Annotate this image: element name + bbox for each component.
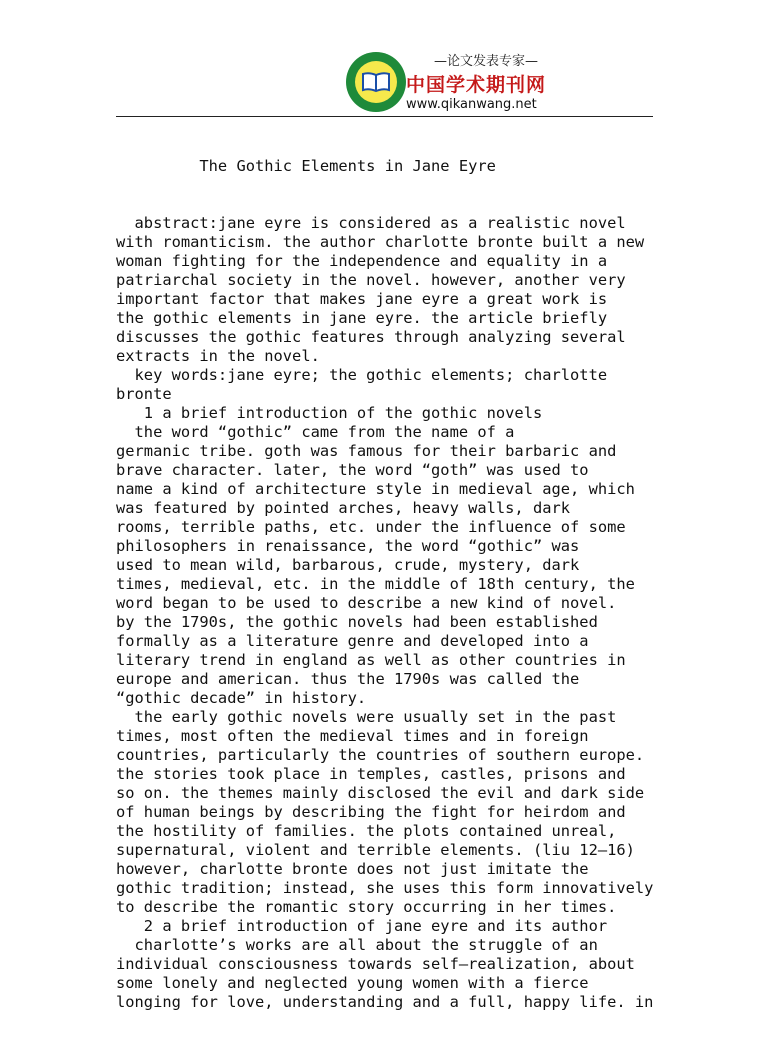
text-line: bronte <box>116 385 172 403</box>
text-line: used to mean wild, barbarous, crude, mystery, dark <box>116 556 580 574</box>
text-line: name a kind of architecture style in medieval age, which <box>116 480 635 498</box>
text-line: with romanticism. the author charlotte bronte built a new <box>116 233 645 251</box>
text-line: the early gothic novels were usually set in the past <box>116 708 617 726</box>
text-line: 2 a brief introduction of jane eyre and its author <box>116 917 608 935</box>
text-line: times, medieval, etc. in the middle of 18th century, the <box>116 575 635 593</box>
page-header <box>0 0 768 118</box>
text-line: formally as a literature genre and developed into a <box>116 632 589 650</box>
text-line: the word “gothic” came from the name of a <box>116 423 515 441</box>
text-line: abstract:jane eyre is considered as a realistic novel <box>116 214 626 232</box>
text-line: europe and american. thus the 1790s was called the <box>116 670 580 688</box>
text-line: discusses the gothic features through analyzing several <box>116 328 626 346</box>
text-line: literary trend in england as well as other countries in <box>116 651 626 669</box>
text-line: some lonely and neglected young women with a fierce <box>116 974 589 992</box>
book-globe-logo-icon <box>346 52 406 112</box>
text-line: woman fighting for the independence and equality in a <box>116 252 608 270</box>
text-line: important factor that makes jane eyre a great work is <box>116 290 608 308</box>
text-line: to describe the romantic story occurring in her times. <box>116 898 617 916</box>
text-line: 1 a brief introduction of the gothic novels <box>116 404 543 422</box>
text-line: the gothic elements in jane eyre. the article briefly <box>116 309 608 327</box>
open-book-icon <box>361 71 391 93</box>
header-divider <box>116 116 653 117</box>
text-line: germanic tribe. goth was famous for their barbaric and <box>116 442 617 460</box>
text-line: patriarchal society in the novel. however, another very <box>116 271 626 289</box>
text-line: the hostility of families. the plots contained unreal, <box>116 822 617 840</box>
text-line: countries, particularly the countries of southern europe. <box>116 746 645 764</box>
text-line: philosophers in renaissance, the word “gothic” was <box>116 537 580 555</box>
text-line: brave character. later, the word “goth” was used to <box>116 461 589 479</box>
text-line: by the 1790s, the gothic novels had been established <box>116 613 598 631</box>
site-logo-text <box>406 50 566 112</box>
text-line: rooms, terrible paths, etc. under the influence of some <box>116 518 626 536</box>
document-body <box>116 119 656 1050</box>
text-line: supernatural, violent and terrible elements. (liu 12—16) <box>116 841 635 859</box>
text-line: times, most often the medieval times and in foreign <box>116 727 589 745</box>
text-line: word began to be used to describe a new kind of novel. <box>116 594 617 612</box>
site-slogan: —论文发表专家— <box>433 54 538 69</box>
body-lines <box>116 214 656 1012</box>
document-title: The Gothic Elements in Jane Eyre <box>116 157 496 175</box>
text-line: extracts in the novel. <box>116 347 320 365</box>
text-line: of human beings by describing the fight for heirdom and <box>116 803 626 821</box>
text-line: charlotte’s works are all about the struggle of an <box>116 936 598 954</box>
text-line: key words:jane eyre; the gothic elements; charlotte <box>116 366 608 384</box>
text-line: however, charlotte bronte does not just imitate the <box>116 860 589 878</box>
text-line: individual consciousness towards self—realization, about <box>116 955 635 973</box>
site-url: www.qikanwang.net <box>406 97 537 112</box>
text-line: longing for love, understanding and a full, happy life. in <box>116 993 654 1011</box>
text-line: “gothic decade” in history. <box>116 689 367 707</box>
text-line: the stories took place in temples, castles, prisons and <box>116 765 626 783</box>
text-line: so on. the themes mainly disclosed the evil and dark side <box>116 784 645 802</box>
text-line: gothic tradition; instead, she uses this form innovatively <box>116 879 654 897</box>
site-brand-name: 中国学术期刊网 <box>406 74 547 96</box>
text-line: was featured by pointed arches, heavy walls, dark <box>116 499 571 517</box>
